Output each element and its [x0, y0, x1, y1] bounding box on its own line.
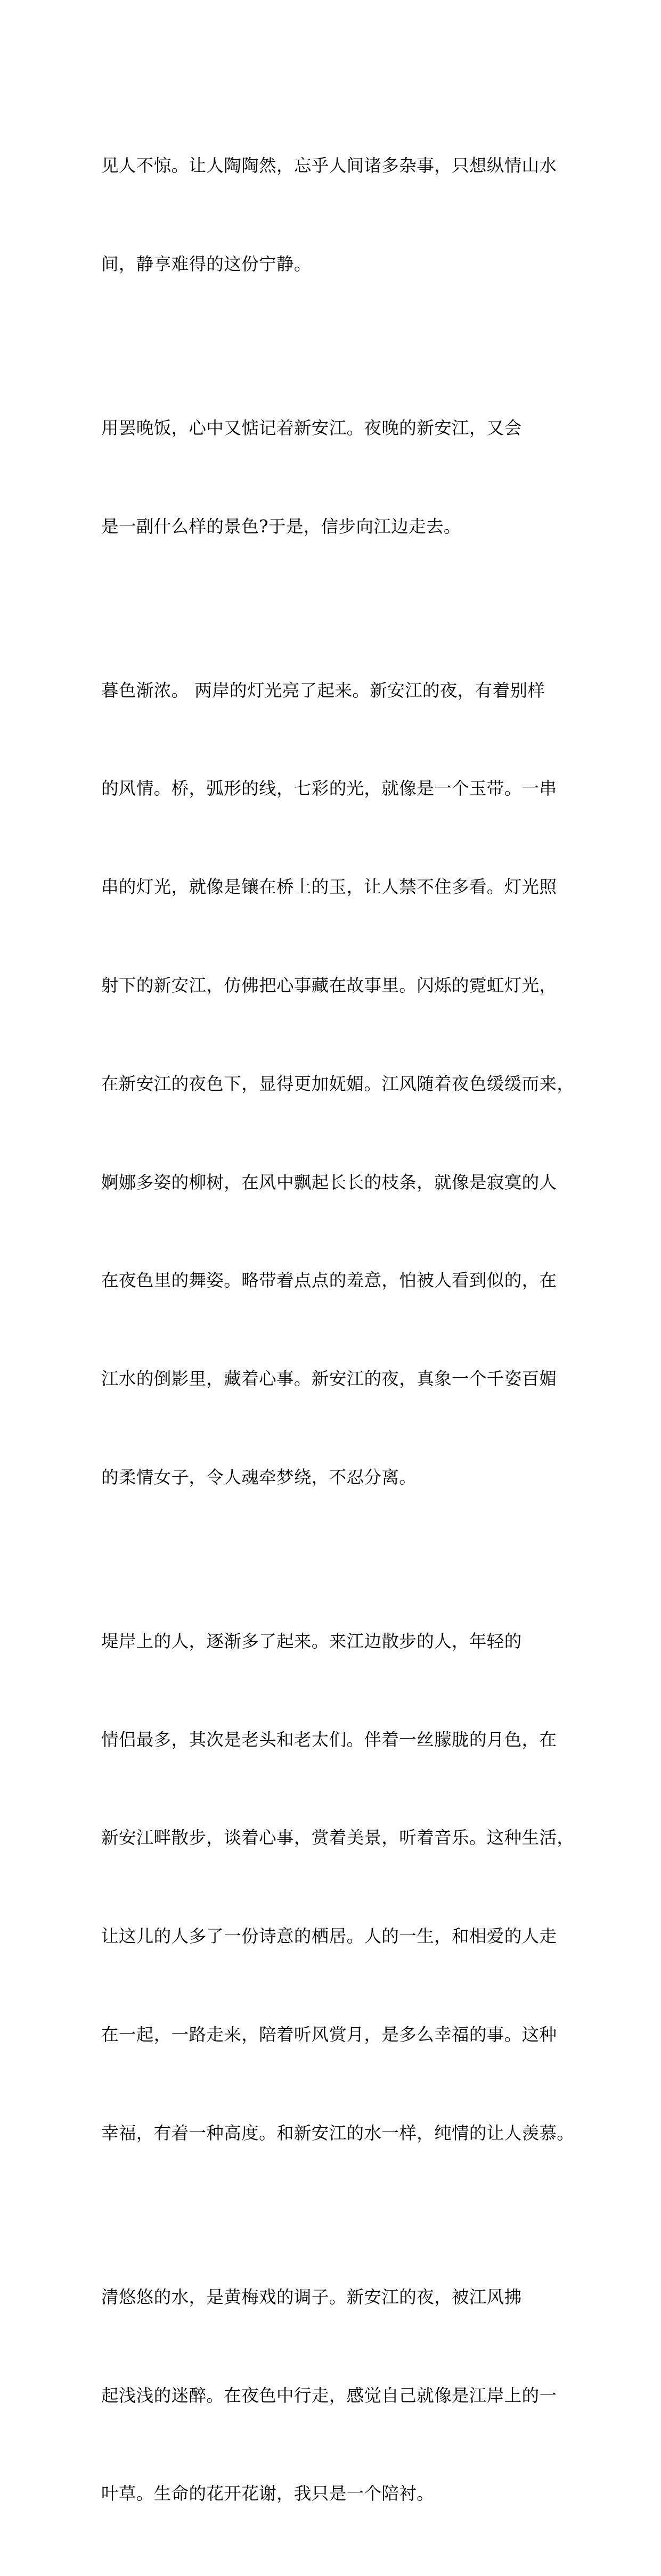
- text-line: 的风情。桥，弧形的线，七彩的光，就像是一个玉带。一串: [101, 778, 557, 799]
- paragraph-4: [101, 1560, 575, 2216]
- text-line: 在夜色里的舞姿。略带着点点的羞意，怕被人看到似的，在: [101, 1270, 557, 1291]
- text-line: 堤岸上的人，逐渐多了起来。来江边散步的人，年轻的: [101, 1631, 522, 1651]
- paragraph-3: [101, 609, 575, 1560]
- text-line: 在新安江的夜色下，显得更加妩媚。江风随着夜色缓缓而来，: [101, 1073, 575, 1094]
- body-text: [101, 84, 575, 2576]
- paragraph-2: [101, 347, 570, 609]
- paragraph-1: [101, 84, 570, 347]
- text-line: 婀娜多姿的柳树，在风中飘起长长的枝条，就像是寂寞的人: [101, 1172, 557, 1192]
- text-line: 起浅浅的迷醉。在夜色中行走，感觉自己就像是江岸上的一: [101, 2385, 557, 2406]
- text-line: 串的灯光，就像是镶在桥上的玉，让人禁不住多看。灯光照: [101, 877, 557, 898]
- text-line: 叶草。生命的花开花谢，我只是一个陪衬。: [101, 2483, 435, 2504]
- text-line: 的柔情女子，令人魂牵梦绕，不忍分离。: [101, 1467, 417, 1487]
- text-line: 用罢晚饭，心中又惦记着新安江。夜晚的新安江，又会: [101, 417, 522, 438]
- paragraph-5: [101, 2216, 570, 2576]
- text-line: 暮色渐浓。 两岸的灯光亮了起来。新安江的夜，有着别样: [101, 680, 545, 701]
- text-line: 清悠悠的水，是黄梅戏的调子。新安江的夜，被江风拂: [101, 2286, 522, 2307]
- text-line: 间，静享难得的这份宁静。: [101, 253, 312, 274]
- text-line: 射下的新安江，仿佛把心事藏在故事里。闪烁的霓虹灯光，: [101, 975, 557, 996]
- text-line: 情侣最多，其次是老头和老太们。伴着一丝朦胧的月色，在: [101, 1729, 557, 1750]
- text-line: 是一副什么样的景色?于是，信步向江边走去。: [101, 516, 461, 537]
- text-line: 见人不惊。让人陶陶然，忘乎人间诸多杂事，只想纵情山水: [101, 155, 557, 176]
- text-line: 让这儿的人多了一份诗意的栖居。人的一生，和相爱的人走: [101, 1926, 557, 1947]
- text-line: 幸福，有着一种高度。和新安江的水一样，纯情的让人羡慕。: [101, 2122, 575, 2143]
- text-line: 在一起，一路走来，陪着听风赏月，是多么幸福的事。这种: [101, 2024, 557, 2045]
- text-line: 新安江畔散步，谈着心事，赏着美景，听着音乐。这种生活，: [101, 1828, 575, 1848]
- text-line: 江水的倒影里，藏着心事。新安江的夜，真象一个千姿百媚: [101, 1369, 557, 1389]
